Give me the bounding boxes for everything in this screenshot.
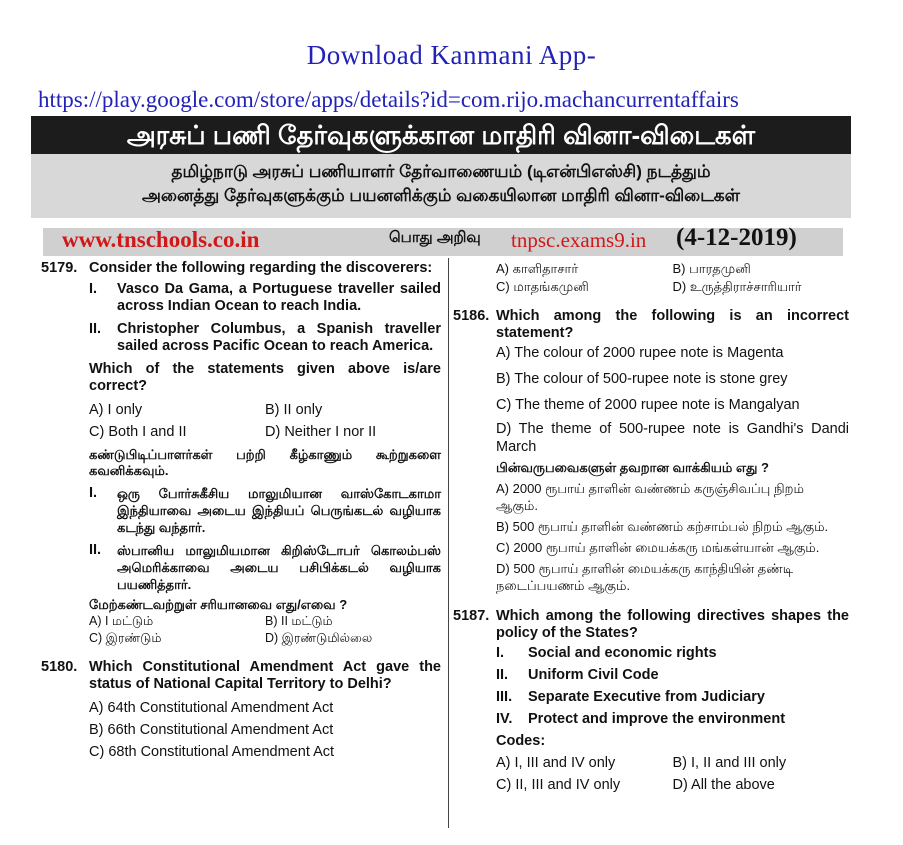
statement-text: Social and economic rights bbox=[528, 645, 717, 661]
tamil-options-row bbox=[41, 630, 441, 647]
option-d: D) All the above bbox=[672, 777, 775, 793]
options-row bbox=[41, 719, 441, 741]
codes-label: Codes: bbox=[496, 733, 546, 749]
subtitle-line-2: அனைத்து தேர்வுகளுக்கும் பயனளிக்கும் வகையிலான மாதிரி வினா-விடைகள் bbox=[141, 186, 741, 205]
question-text: Which among the following is an incorrect statement? bbox=[496, 308, 849, 341]
options-row bbox=[41, 697, 441, 719]
question-5187 bbox=[453, 608, 849, 642]
options-row bbox=[41, 399, 441, 421]
watermark-site-left: www.tnschools.co.in bbox=[62, 227, 260, 252]
option-b: B) 66th Constitutional Amendment Act bbox=[89, 722, 334, 738]
statement-text: Christopher Columbus, a Spanish traveller sailed across Pacific Ocean to reach America. bbox=[117, 321, 441, 354]
issue-date: (4-12-2019) bbox=[676, 224, 797, 251]
question-text: Consider the following regarding the discoverers: bbox=[89, 260, 433, 276]
option-d: D) இரண்டுமில்லை bbox=[265, 631, 373, 645]
statement-text: Uniform Civil Code bbox=[528, 667, 659, 683]
question-5179 bbox=[41, 260, 441, 277]
tamil-option-d: D) 500 ரூபாய் தாளின் மையக்கரு காந்தியின் தண்டி நடைப்பயணம் ஆகும். bbox=[496, 561, 794, 593]
question-prompt bbox=[41, 361, 441, 395]
statement-number: I. bbox=[496, 645, 505, 661]
statement-number: IV. bbox=[496, 711, 513, 727]
statement-number: I. bbox=[89, 281, 98, 297]
watermark-site-right: tnpsc.exams9.in bbox=[511, 228, 647, 252]
statement bbox=[41, 281, 441, 315]
option-c: C) Both I and II bbox=[89, 424, 187, 440]
tamil-option-c: C) 2000 ரூபாய் தாளின் மையக்கரு மங்கள்யான் ஆகும். bbox=[496, 540, 820, 555]
option-b: B) II மட்டும் bbox=[265, 614, 333, 628]
subject-label: பொது அறிவு bbox=[389, 229, 481, 246]
option-a: A) காளிதாசார் bbox=[496, 261, 579, 276]
directive-statement bbox=[453, 708, 849, 730]
option-a: A) 64th Constitutional Amendment Act bbox=[89, 700, 334, 716]
options-row bbox=[453, 774, 849, 796]
option-b: B) I, II and III only bbox=[672, 755, 787, 771]
previous-options-row bbox=[453, 278, 849, 296]
question-number: 5179. bbox=[41, 260, 78, 276]
directive-statement bbox=[453, 664, 849, 686]
option-d: D) உருத்திராச்சாரியார் bbox=[672, 279, 802, 294]
option-c: C) இரண்டும் bbox=[89, 631, 162, 645]
option-b: B) II only bbox=[265, 402, 323, 418]
option-c: C) II, III and IV only bbox=[496, 777, 621, 793]
question-text: Which Constitutional Amendment Act gave the status of National Capital Territory to Delhi? bbox=[89, 659, 441, 692]
option-a: A) I, III and IV only bbox=[496, 755, 616, 771]
right-column bbox=[453, 260, 849, 796]
option-a: A) The colour of 2000 rupee note is Magenta bbox=[496, 345, 784, 361]
option-d: D) Neither I nor II bbox=[265, 424, 377, 440]
options-row bbox=[41, 421, 441, 443]
question-text: Which among the following directives shapes the policy of the States? bbox=[496, 608, 849, 641]
tamil-statement bbox=[41, 542, 441, 593]
column-divider bbox=[448, 258, 449, 828]
question-number: 5180. bbox=[41, 659, 78, 675]
statement-text: ஒரு போர்சுகீசிய மாலுமியான வாஸ்கோடகாமா இந்தியாவை அடைய இந்தியப் பெருங்கடல் வழியாக கடந்து வந்தார். bbox=[117, 486, 441, 535]
options-row bbox=[41, 741, 441, 763]
option-a: A) I only bbox=[89, 402, 143, 418]
app-store-link[interactable]: https://play.google.com/store/apps/details?id=com.rijo.machancurrentaffairs bbox=[38, 87, 739, 112]
tamil-options-row bbox=[41, 613, 441, 630]
question-5180 bbox=[41, 659, 441, 693]
header-banner: அரசுப் பணி தேர்வுகளுக்கான மாதிரி வினா-விடைகள் bbox=[31, 116, 851, 154]
directive-statement bbox=[453, 686, 849, 708]
previous-options-row bbox=[453, 260, 849, 278]
option-b: B) பாரதமுனி bbox=[672, 261, 751, 276]
option-b: B) The colour of 500-rupee note is stone grey bbox=[496, 371, 788, 387]
subtitle-line-1: தமிழ்நாடு அரசுப் பணியாளர் தேர்வாணையம் (டிஎன்பிஎஸ்சி) நடத்தும் bbox=[171, 162, 711, 181]
tamil-question-text: கண்டுபிடிப்பாளர்கள் பற்றி கீழ்காணும் கூற்றுகளை கவனிக்கவும். bbox=[89, 447, 441, 478]
statement-text: ஸ்பானிய மாலுமியமான கிறிஸ்டோபர் கொலம்பஸ் அமெரிக்காவை அடைய பசிபிக்கடல் வழியாக பயணித்தார். bbox=[117, 543, 441, 592]
tamil-question-text: பின்வருபவைகளுள் தவறான வாக்கியம் எது ? bbox=[496, 460, 769, 475]
statement-text: Vasco Da Gama, a Portuguese traveller sailed across Indian Ocean to reach India. bbox=[117, 281, 441, 314]
app-download-title: Download Kanmani App- bbox=[306, 40, 597, 70]
statement-number: II. bbox=[89, 321, 102, 337]
option-c: C) The theme of 2000 rupee note is Mangalyan bbox=[496, 397, 800, 413]
statement bbox=[41, 321, 441, 355]
tamil-option-b: B) 500 ரூபாய் தாளின் வண்ணம் கற்சாம்பல் நிறம் ஆகும். bbox=[496, 519, 829, 534]
question-number: 5187. bbox=[453, 608, 490, 624]
question-number: 5186. bbox=[453, 308, 490, 324]
statement-text: Protect and improve the environment bbox=[528, 711, 786, 727]
option-c: C) 68th Constitutional Amendment Act bbox=[89, 744, 335, 760]
left-column bbox=[41, 260, 441, 763]
option-c: C) மாதங்கமுனி bbox=[496, 279, 589, 294]
directive-statement bbox=[453, 642, 849, 664]
option-a: A) I மட்டும் bbox=[89, 614, 154, 628]
options-row bbox=[453, 752, 849, 774]
statement-number: II. bbox=[89, 542, 102, 558]
option-d: D) The theme of 500-rupee note is Gandhi's Dandi March bbox=[496, 421, 849, 455]
prompt-text: Which of the statements given above is/are correct? bbox=[89, 361, 441, 394]
tamil-option-a: A) 2000 ரூபாய் தாளின் வண்ணம் கருஞ்சிவப்பு நிறம் ஆகும். bbox=[496, 481, 804, 513]
statement-text: Separate Executive from Judiciary bbox=[528, 689, 765, 705]
tamil-statement bbox=[41, 485, 441, 536]
tamil-prompt: மேற்கண்டவற்றுள் சரியானவை எது/எவை ? bbox=[89, 597, 348, 612]
statement-number: III. bbox=[496, 689, 513, 705]
statement-number: I. bbox=[89, 485, 98, 501]
statement-number: II. bbox=[496, 667, 509, 683]
header-subtitle bbox=[31, 154, 851, 218]
question-5186 bbox=[453, 308, 849, 342]
